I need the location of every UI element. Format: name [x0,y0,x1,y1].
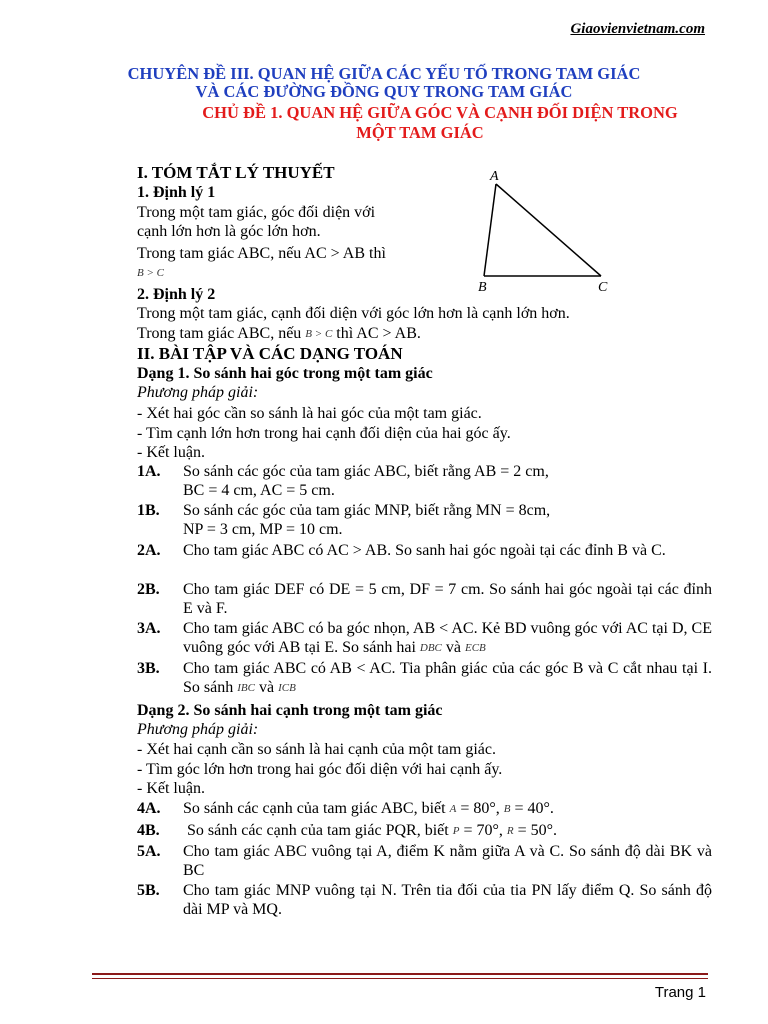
vertex-c-label: C [598,280,608,295]
footer-rule [92,973,708,975]
problem-5a: 5A. Cho tam giác ABC vuông tại A, điểm K nằm giữa A và C. So sánh độ dài BK và BC [137,843,712,879]
vertex-b-label: B [478,280,487,295]
dang2-step1: - Xét hai cạnh cần so sánh là hai cạnh của một tam giác. [137,741,496,758]
topic-title-line2: MỘT TAM GIÁC [356,123,484,142]
theorem1-line2: cạnh lớn hơn là góc lớn hơn. [137,223,321,240]
triangle-figure [470,160,620,295]
dang1-method: Phương pháp giải: [137,384,259,401]
dang2-title: Dạng 2. So sánh hai cạnh trong một tam giác [137,702,443,719]
dang2-method: Phương pháp giải: [137,721,259,738]
problem-2a: 2A. Cho tam giác ABC có AC > AB. So sanh hai góc ngoài tại các đỉnh B và C. [137,542,666,559]
problem-3b: 3B. Cho tam giác ABC có AB < AC. Tia phân giác của các góc B và C cắt nhau tại I. So sánh IBC và ICB [137,660,712,696]
page-number: Trang 1 [654,984,706,1001]
problem-4b: 4B. So sánh các cạnh của tam giác PQR, biết P = 70°, R = 50°. [137,822,558,839]
dang1-step3: - Kết luận. [137,444,205,461]
theorem1-title: 1. Định lý 1 [137,184,216,201]
side-ab [484,184,496,276]
footer-rule-thin [92,978,708,979]
exercises-heading: II. BÀI TẬP VÀ CÁC DẠNG TOÁN [137,344,403,363]
dang1-step1: - Xét hai góc cần so sánh là hai góc của một tam giác. [137,405,482,422]
problem-1b: 1B. So sánh các góc của tam giác MNP, biết rằng MN = 8cm, NP = 3 cm, MP = 10 cm. [137,502,551,538]
problem-3a: 3A. Cho tam giác ABC có ba góc nhọn, AB < AC. Kẻ BD vuông góc với AC tại D, CE vuông góc với AB tại E. So sánh hai DBC và ECB [137,620,712,656]
theorem2-line2: Trong tam giác ABC, nếu B > C thì AC > AB. [137,325,421,342]
theorem2-title: 2. Định lý 2 [137,286,216,303]
dang2-step2: - Tìm góc lớn hơn trong hai góc đối diện với hai cạnh ấy. [137,761,503,778]
theorem1-formula: B > C [137,266,164,279]
topic-title-line1: CHỦ ĐỀ 1. QUAN HỆ GIỮA GÓC VÀ CẠNH ĐỐI DIỆN TRONG [202,103,678,122]
chapter-title-line2: VÀ CÁC ĐƯỜNG ĐỒNG QUY TRONG TAM GIÁC [195,82,573,101]
theorem2-line1: Trong một tam giác, cạnh đối diện với góc lớn hơn là cạnh lớn hơn. [137,305,570,322]
vertex-a-label: A [490,169,499,184]
theorem1-line3: Trong tam giác ABC, nếu AC > AB thì [137,245,386,262]
side-ac [496,184,601,276]
dang1-title: Dạng 1. So sánh hai góc trong một tam giác [137,365,433,382]
problem-5b: 5B. Cho tam giác MNP vuông tại N. Trên tia đối của tia PN lấy điểm Q. So sánh độ dài MP và MQ. [137,882,712,918]
chapter-title-line1: CHUYÊN ĐỀ III. QUAN HỆ GIỮA CÁC YẾU TỐ TRONG TAM GIÁC [127,64,641,83]
problem-1a: 1A. So sánh các góc của tam giác ABC, biết rằng AB = 2 cm, BC = 4 cm, AC = 5 cm. [137,463,549,499]
site-name: Giaovienvietnam.com [570,21,705,37]
dang2-step3: - Kết luận. [137,780,205,797]
problem-4a: 4A. So sánh các cạnh của tam giác ABC, biết A = 80°, B = 40°. [137,800,554,817]
theorem2-formula: B > C [305,327,333,340]
theorem1-line1: Trong một tam giác, góc đối diện với [137,204,376,221]
problem-2b: 2B. Cho tam giác DEF có DE = 5 cm, DF = 7 cm. So sánh hai góc ngoài tại các đỉnh E và F. [137,581,712,617]
dang1-step2: - Tìm cạnh lớn hơn trong hai cạnh đối diện của hai góc ấy. [137,425,511,442]
theory-heading: I. TÓM TẮT LÝ THUYẾT [137,163,335,182]
